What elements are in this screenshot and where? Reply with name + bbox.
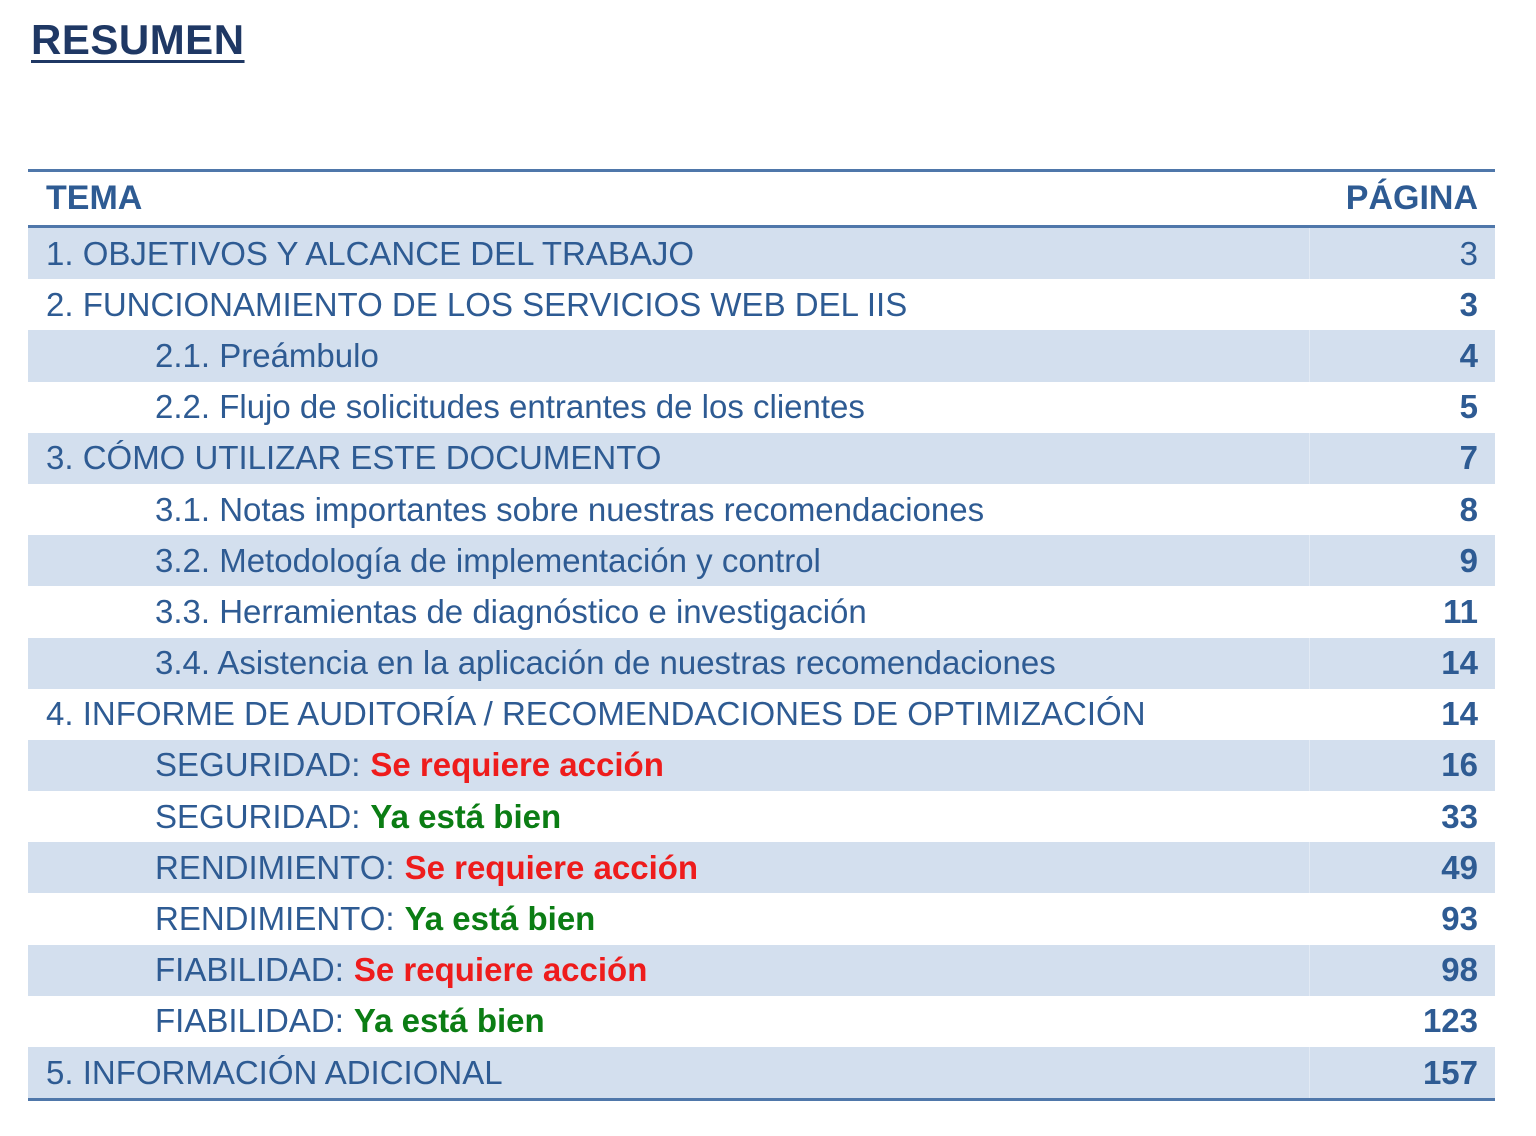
- toc-topic: [28, 689, 1310, 740]
- toc-page-number: 5: [1459, 388, 1478, 426]
- toc-topic: [28, 433, 1310, 484]
- table-of-contents: [28, 169, 1495, 1101]
- toc-topic: [28, 996, 1310, 1047]
- toc-topic: [28, 791, 1310, 842]
- toc-row-seguridad-action[interactable]: [28, 740, 1495, 791]
- toc-page-number: 14: [1441, 644, 1478, 682]
- toc-row-3-4[interactable]: [28, 638, 1495, 689]
- toc-topic-text: 3.1. Notas importantes sobre nuestras recomendaciones: [155, 490, 985, 528]
- toc-page-number: 8: [1459, 490, 1478, 528]
- toc-row-3-1[interactable]: [28, 484, 1495, 535]
- toc-topic: [28, 945, 1310, 996]
- toc-topic: [28, 228, 1310, 279]
- toc-row-rendimiento-action[interactable]: [28, 842, 1495, 893]
- toc-row-rendimiento-ok[interactable]: [28, 893, 1495, 944]
- toc-row-1[interactable]: [28, 228, 1495, 279]
- toc-row-fiabilidad-action[interactable]: [28, 945, 1495, 996]
- toc-row-5[interactable]: [28, 1047, 1495, 1098]
- toc-row-3-2[interactable]: [28, 535, 1495, 586]
- toc-page-number: 7: [1459, 439, 1478, 477]
- toc-row-2-1[interactable]: [28, 330, 1495, 381]
- status-ok: Ya está bien: [404, 900, 596, 938]
- header-topic: TEMA: [46, 179, 143, 217]
- toc-topic: [28, 638, 1310, 689]
- toc-page-number: 157: [1422, 1053, 1478, 1091]
- toc-topic-text: 2.1. Preámbulo: [155, 336, 379, 374]
- toc-topic: [28, 484, 1310, 535]
- status-action-required: Se requiere acción: [370, 746, 664, 784]
- toc-topic-text: 3.2. Metodología de implementación y control: [155, 541, 821, 579]
- toc-page-number: 16: [1441, 746, 1478, 784]
- toc-topic-text: 1. OBJETIVOS Y ALCANCE DEL TRABAJO: [46, 234, 695, 272]
- toc-topic-text: 4. INFORME DE AUDITORÍA / RECOMENDACIONES DE OPTIMIZACIÓN: [46, 695, 1146, 733]
- toc-topic: [28, 893, 1310, 944]
- toc-topic-text: 3.3. Herramientas de diagnóstico e investigación: [155, 592, 867, 630]
- toc-topic-text: SEGURIDAD:: [155, 797, 361, 835]
- toc-topic: [28, 330, 1310, 381]
- toc-topic: [28, 1047, 1310, 1098]
- header-page: PÁGINA: [1345, 179, 1478, 217]
- toc-topic-text: 3.4. Asistencia en la aplicación de nuestras recomendaciones: [155, 644, 1056, 682]
- toc-topic: [28, 740, 1310, 791]
- toc-topic: [28, 382, 1310, 433]
- toc-row-2[interactable]: [28, 279, 1495, 330]
- toc-row-3[interactable]: [28, 433, 1495, 484]
- toc-topic: [28, 842, 1310, 893]
- toc-topic: [28, 535, 1310, 586]
- toc-page-number: 49: [1441, 848, 1478, 886]
- toc-page-number: 14: [1441, 695, 1478, 733]
- toc-topic-text: RENDIMIENTO:: [155, 900, 395, 938]
- toc-topic-text: FIABILIDAD:: [155, 1002, 344, 1040]
- toc-topic-text: 3. CÓMO UTILIZAR ESTE DOCUMENTO: [46, 439, 662, 477]
- status-ok: Ya está bien: [370, 797, 562, 835]
- toc-topic-text: 2.2. Flujo de solicitudes entrantes de los clientes: [155, 388, 865, 426]
- toc-row-4[interactable]: [28, 689, 1495, 740]
- toc-topic-text: FIABILIDAD:: [155, 951, 344, 989]
- toc-page-number: 9: [1459, 541, 1478, 579]
- toc-page-number: 98: [1441, 951, 1478, 989]
- toc-topic-text: SEGURIDAD:: [155, 746, 361, 784]
- toc-topic-text: 5. INFORMACIÓN ADICIONAL: [46, 1053, 503, 1091]
- toc-row-2-2[interactable]: [28, 382, 1495, 433]
- toc-page-number: 33: [1441, 797, 1478, 835]
- toc-topic-text: 2. FUNCIONAMIENTO DE LOS SERVICIOS WEB DEL IIS: [46, 285, 908, 323]
- toc-row-fiabilidad-ok[interactable]: [28, 996, 1495, 1047]
- status-ok: Ya está bien: [353, 1002, 545, 1040]
- toc-topic: [28, 279, 1310, 330]
- toc-page-number: 11: [1443, 592, 1478, 630]
- status-action-required: Se requiere acción: [404, 848, 699, 886]
- toc-page-number: 3: [1459, 234, 1478, 272]
- table-header: [28, 172, 1495, 228]
- toc-page-number: 123: [1422, 1002, 1478, 1040]
- toc-row-3-3[interactable]: [28, 586, 1495, 637]
- page-title: RESUMEN: [31, 16, 245, 63]
- toc-page-number: 3: [1459, 285, 1478, 323]
- toc-row-seguridad-ok[interactable]: [28, 791, 1495, 842]
- toc-topic: [28, 586, 1310, 637]
- toc-page-number: 4: [1459, 336, 1478, 374]
- status-action-required: Se requiere acción: [353, 951, 648, 989]
- toc-topic-text: RENDIMIENTO:: [155, 848, 395, 886]
- toc-page-number: 93: [1441, 900, 1478, 938]
